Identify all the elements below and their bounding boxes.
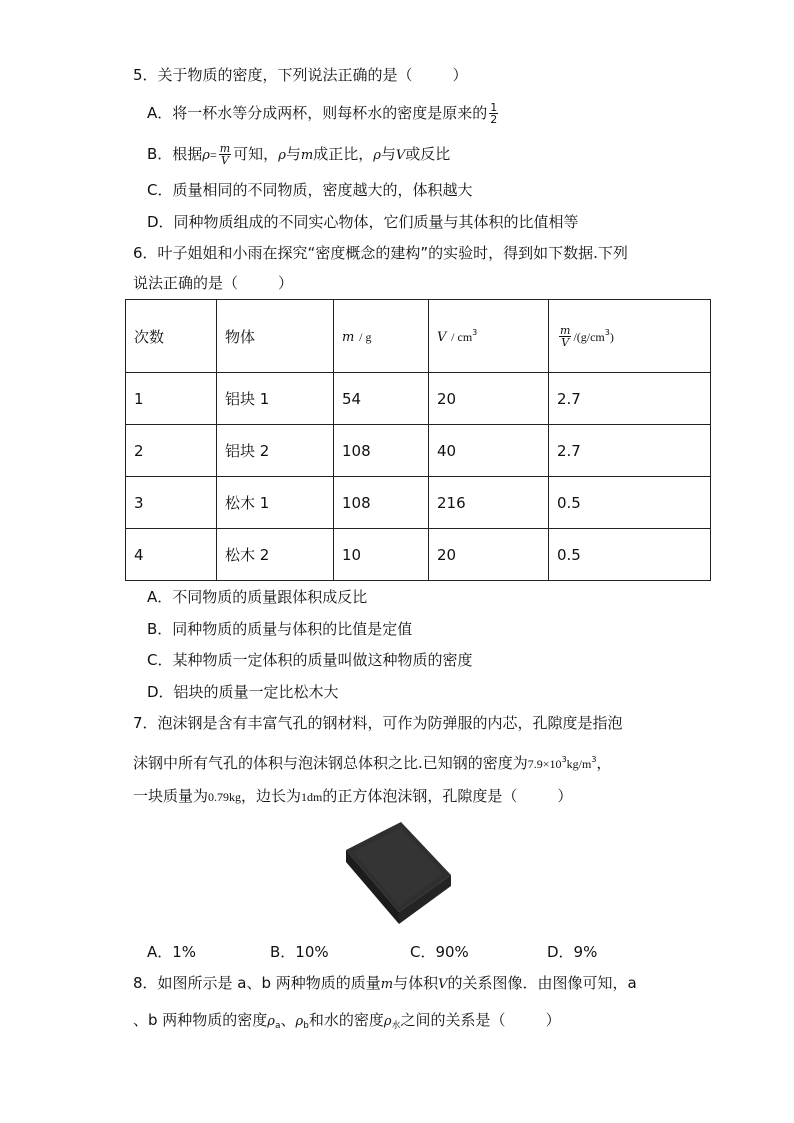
fraction-denominator: 2	[490, 113, 498, 126]
table-cell: 铝块 2	[217, 425, 334, 477]
q6-option-d: D．铝块的质量一定比松木大	[147, 683, 339, 701]
superscript: 3	[472, 328, 478, 337]
q6-stem-text: 说法正确的是（	[133, 274, 239, 292]
mass-symbol: m	[300, 148, 314, 163]
q8-stem-line1	[133, 973, 637, 995]
q8-stem-text: 、b 两种物质的密度	[133, 1011, 268, 1029]
separator: 、	[280, 1011, 296, 1029]
table-row	[126, 373, 711, 425]
volume-symbol: V	[437, 330, 447, 345]
table-cell: 40	[429, 425, 549, 477]
header-cell-volume	[429, 300, 549, 373]
volume-symbol: V	[438, 977, 448, 992]
header-cell-ratio	[549, 300, 711, 373]
superscript: 3	[604, 327, 610, 337]
table-cell: 108	[334, 477, 429, 529]
length-value: 1dm	[301, 790, 323, 804]
fraction-m-over-v	[559, 325, 571, 348]
table-cell: 2	[126, 425, 217, 477]
table-header-row	[126, 300, 711, 373]
fraction-numerator: m	[219, 142, 231, 155]
q5-option-b-t4: 或反比	[405, 145, 451, 163]
mass-unit: / g	[359, 330, 372, 344]
rho-symbol: ρ	[278, 148, 286, 163]
q7-stem-text: ，边长为	[241, 787, 302, 805]
table-cell: 2.7	[549, 373, 711, 425]
table-cell: 54	[334, 373, 429, 425]
ratio-unit: /(g/cm	[573, 329, 605, 344]
rho-symbol: ρ	[373, 148, 381, 163]
table-cell: 松木 1	[217, 477, 334, 529]
q8-stem-text: 与体积	[393, 974, 439, 992]
table-cell: 松木 2	[217, 529, 334, 581]
subscript-a: a	[274, 1021, 281, 1031]
fraction-numerator: 1	[490, 101, 498, 114]
table-row	[126, 477, 711, 529]
q5-option-b-t2: 成正比，	[313, 145, 374, 163]
fraction-one-half	[489, 102, 498, 125]
table-cell: 10	[334, 529, 429, 581]
superscript: 3	[561, 755, 567, 764]
q7-stem-line1: 7．泡沫钢是含有丰富气孔的钢材料，可作为防弹服的内芯，孔隙度是指泡	[133, 714, 623, 732]
mass-value: 0.79kg	[208, 790, 242, 804]
q5-option-b	[147, 143, 450, 166]
mass-symbol: m	[380, 977, 394, 992]
fraction-denominator: V	[220, 154, 229, 167]
table-row	[126, 425, 711, 477]
table-cell: 铝块 1	[217, 373, 334, 425]
q5-stem-text: 5．关于物质的密度，下列说法正确的是（	[133, 66, 413, 84]
equals-sign: =	[209, 148, 217, 162]
q5-option-d: D．同种物质组成的不同实心物体，它们质量与其体积的比值相等	[147, 213, 579, 231]
q8-stem-end: ）	[545, 1011, 561, 1029]
header-cell-count: 次数	[126, 300, 217, 373]
volume-unit: / cm	[451, 330, 473, 344]
table-cell: 2.7	[549, 425, 711, 477]
fraction-m-over-v	[219, 143, 231, 166]
fraction-numerator: m	[560, 323, 571, 337]
q7-stem-comma: ，	[596, 754, 612, 772]
q6-option-c: C．某种物质一定体积的质量叫做这种物质的密度	[147, 651, 473, 669]
rho-symbol: ρ	[267, 1014, 275, 1029]
q7-stem-line2	[133, 750, 611, 774]
q7-stem-text: 沫钢中所有气孔的体积与泡沫钢总体积之比.已知钢的密度为	[133, 754, 528, 772]
fraction-denominator: V	[561, 335, 570, 349]
q5-option-b-pre: B．根据	[147, 145, 203, 163]
density-unit: kg/m	[566, 757, 592, 771]
q8-stem-text: 8．如图所示是 a、b 两种物质的质量	[133, 974, 381, 992]
table-cell: 108	[334, 425, 429, 477]
table-cell: 0.5	[549, 477, 711, 529]
q7-stem-line3	[133, 786, 572, 807]
q5-option-a-text: A．将一杯水等分成两杯，则每杯水的密度是原来的	[147, 104, 488, 122]
table-cell: 216	[429, 477, 549, 529]
subscript-b: b	[303, 1021, 309, 1031]
data-table	[125, 299, 711, 581]
q8-stem-text: 之间的关系是（	[400, 1011, 506, 1029]
q7-stem-text: 一块质量为	[133, 787, 209, 805]
table-cell: 20	[429, 373, 549, 425]
q6-stem-line2	[133, 273, 293, 293]
q6-stem-end: ）	[278, 274, 294, 292]
table-cell: 3	[126, 477, 217, 529]
steel-density-value: 7.9×10	[527, 757, 562, 771]
superscript: 3	[591, 755, 597, 764]
header-cell-mass	[334, 300, 429, 373]
q7-stem-text: 的正方体泡沫钢，孔隙度是（	[322, 787, 518, 805]
q7-option-c: C．90%	[410, 943, 469, 961]
q7-option-b: B．10%	[270, 943, 329, 961]
q5-option-a	[147, 102, 500, 125]
q5-option-b-t3: 与	[380, 145, 396, 163]
rho-symbol: ρ	[295, 1014, 304, 1029]
foam-steel-image	[343, 820, 453, 925]
header-cell-object: 物体	[217, 300, 334, 373]
q8-stem-text: 的关系图像．由图像可知，a	[447, 974, 637, 992]
table-cell: 1	[126, 373, 217, 425]
q5-stem-end: ）	[452, 66, 468, 84]
q8-stem-line2	[133, 1010, 561, 1036]
volume-symbol: V	[395, 148, 406, 163]
table-cell: 0.5	[549, 529, 711, 581]
q7-stem-end: ）	[557, 787, 573, 805]
q6-stem-line1: 6．叶子姐姐和小雨在探究“密度概念的建构”的实验时，得到如下数据.下列	[133, 244, 628, 262]
table-cell: 4	[126, 529, 217, 581]
q5-option-c: C．质量相同的不同物质，密度越大的，体积越大	[147, 181, 473, 199]
q7-option-a: A．1%	[147, 943, 197, 961]
q5-option-b-t1: 与	[285, 145, 301, 163]
q6-option-b: B．同种物质的质量与体积的比值是定值	[147, 620, 413, 638]
q5-option-b-mid: 可知，	[233, 145, 279, 163]
table-cell: 20	[429, 529, 549, 581]
q8-stem-text: 和水的密度	[308, 1011, 384, 1029]
subscript-water: 水	[391, 1021, 401, 1031]
mass-symbol: m	[342, 330, 355, 345]
q7-option-d: D．9%	[547, 943, 598, 961]
ratio-unit-close: )	[609, 329, 614, 344]
table-row	[126, 529, 711, 581]
q5-stem	[133, 65, 468, 85]
rho-symbol: ρ	[383, 1014, 392, 1029]
rho-symbol: ρ	[202, 148, 210, 163]
q6-option-a: A．不同物质的质量跟体积成反比	[147, 588, 368, 606]
